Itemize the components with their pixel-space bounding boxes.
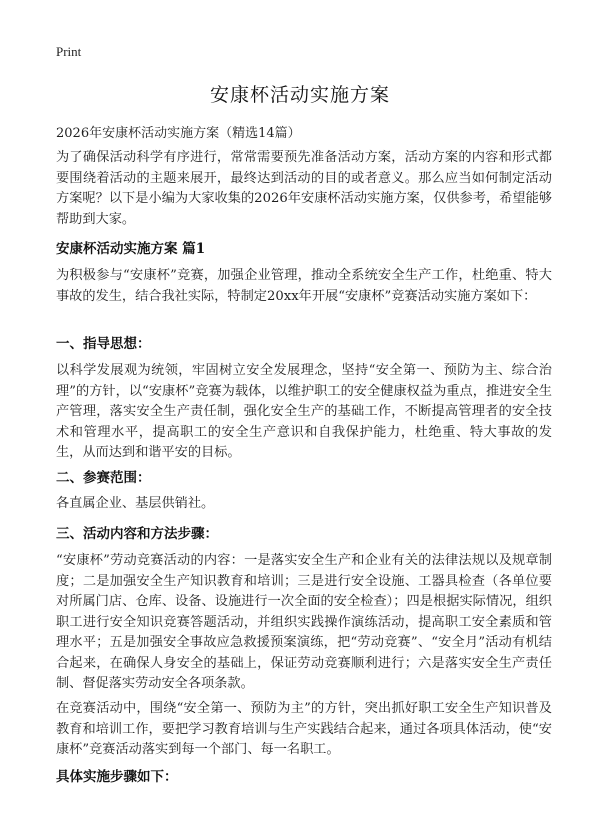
section-intro-paragraph: 为积极参与“安康杯”竞赛，加强企业管理，推动全系统安全生产工作，杜绝重、特大事故的发生，结合我社实际，特制定20xx年开展“安康杯”竞赛活动实施方案如下： — [56, 268, 552, 304]
page-title: 安康杯活动实施方案 — [209, 84, 390, 106]
heading-implementation-steps: 具体实施步骤如下： — [56, 769, 178, 785]
competition-paragraph: 在竞赛活动中，围绕“安全第一、预防为主”的方针，突出抓好职工安全生产知识普及教育和培训工作，要把学习教育培训与生产实践结合起来，通过各项具体活动，使“安康杯”竞赛活动落实到每一个部门、每一名职工。 — [56, 701, 552, 757]
scope-paragraph: 各直属企业、基层供销社。 — [56, 496, 215, 511]
intro-paragraph: 为了确保活动科学有序进行，常常需要预先准备活动方案，活动方案的内容和形式都要围绕着活动的主题来展开，最终达到活动的目的或者意义。那么应当如何制定活动方案呢？以下是小编为大家收集的2026年安康杯活动实施方案，仅供参考，希望能够帮助到大家。 — [56, 150, 552, 227]
content-paragraph: “安康杯”劳动竞赛活动的内容：一是落实安全生产和企业有关的法律法规以及规章制度；二是加强安全生产知识教育和培训；三是进行安全设施、工器具检查（各单位要对所属门店、仓库、设备、设施进行一次全面的安全检查）；四是根据实际情况，组织职工进行安全知识竞赛答题活动，并组织实践操作演练活动，提高职工安全素质和管理水平；五是加强安全事故应急救援预案演练，把“劳动竞赛”、“安全月”活动有机结合起来，在确保人身安全的基础上，保证劳动竞赛顺利进行；六是落实安全生产责任制、督促落实劳动安全各项条款。 — [56, 553, 552, 691]
heading-scope: 二、参赛范围： — [56, 470, 151, 486]
document-subtitle: 2026年安康杯活动实施方案（精选14篇） — [56, 126, 301, 141]
print-link[interactable]: Print — [56, 44, 82, 59]
guiding-ideology-paragraph: 以科学发展观为统领，牢固树立安全发展理念，坚持“安全第一、预防为主、综合治理”的方针，以“安康杯”竞赛为载体，以维护职工的安全健康权益为重点，推进安全生产管理，落实安全生产责任制，强化安全生产的基础工作，不断提高管理者的安全技术和管理水平，提高职工的安全生产意识和自我保护能力，杜绝重、特大事故的发生，从而达到和谐平安的目标。 — [56, 363, 552, 460]
section-title: 安康杯活动实施方案 篇1 — [56, 241, 206, 257]
heading-content-and-steps: 三、活动内容和方法步骤： — [56, 526, 218, 542]
heading-guiding-ideology: 一、指导思想： — [56, 336, 151, 352]
